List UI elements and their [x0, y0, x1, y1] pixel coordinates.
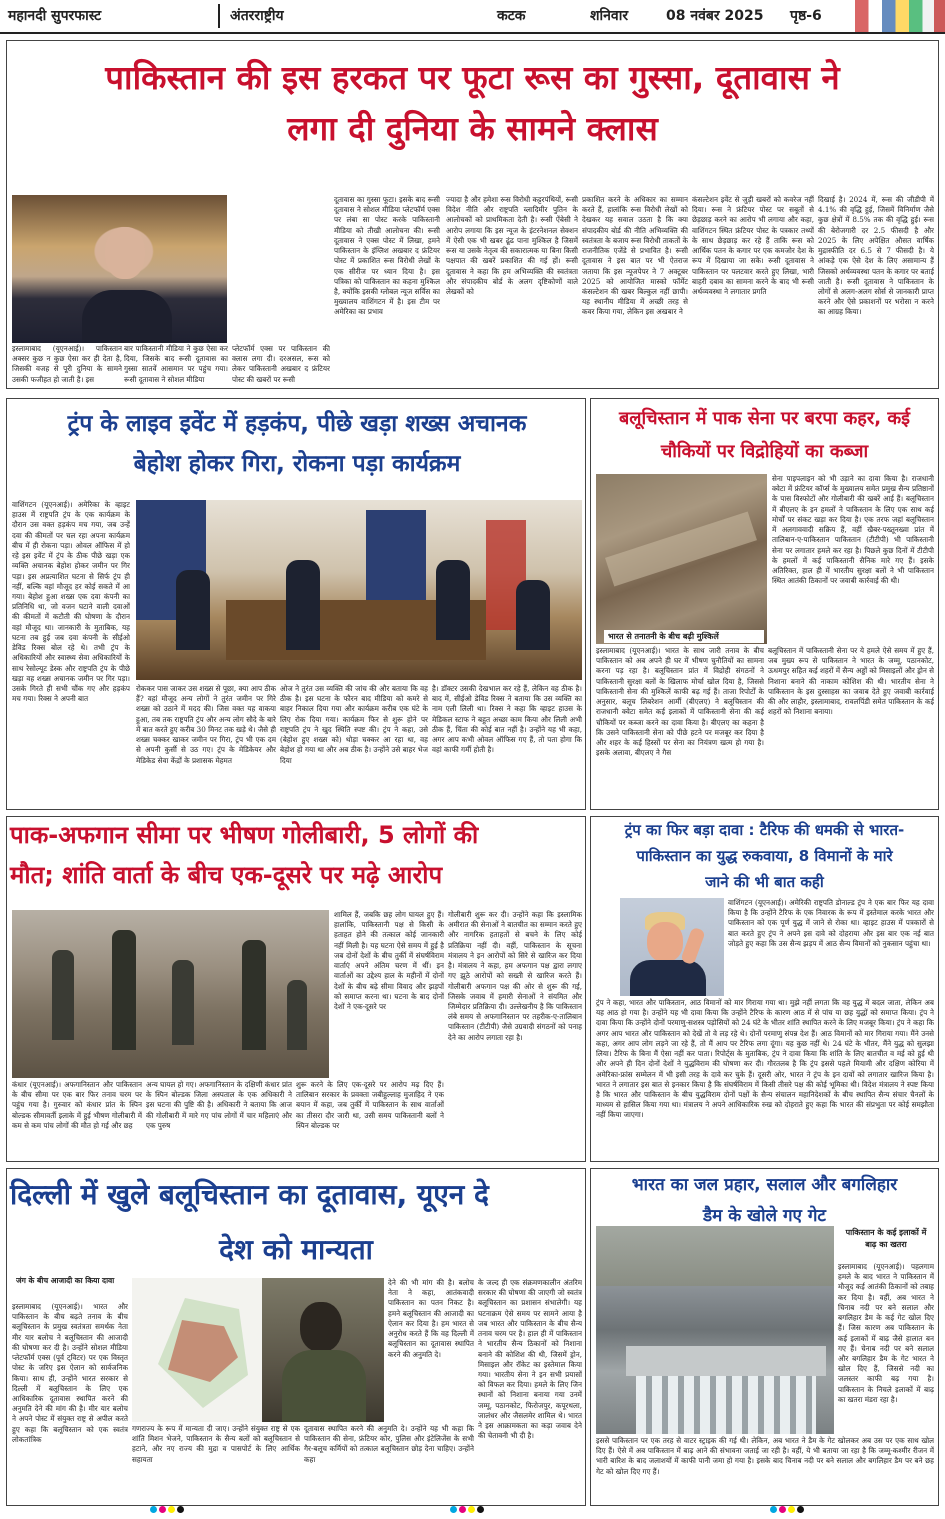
story-pak-afghan-col: शुरू करने के लिए एक-दूसरे पर आरोप मढ़ दिए हैं। तालिबान सरकार के प्रवक्ता जबीहुल्लाह मुजाहिद ने एक बयान में कहा, जब तुर्की में पाकिस्तान के साथ वार्ताओं का तीसरा दौर जारी था, उसी समय पाकिस्तानी बलों ने स्पिन बोल्डक पर [296, 1080, 444, 1130]
story-trump-claim-col: ट्रंप ने कहा, भारत और पाकिस्तान, आठ विमानों को मार गिराया गया था। मुझे नहीं लगता कि वह युद्ध में बदल जाता, लेकिन अब यह आठ हो गया है। उन्होंने यह भी दावा किया कि उन्होंने टैरिफ के कारण आठ में से पांच या छह युद्धों को समाप्त किया। ट्रंप ने दावा किया कि उन्होंने दोनों परमाणु-सशस्त्र पड़ोसियों को 24 घंटे के भीतर शांति स्थापित करने के लिए मजबूर किया। ट्रंप ने कहा कि अगर आप भारत और पाकिस्तान को देखें तो वे लड़ रहे थे। दोनों परमाणु संपन्न देश हैं। आठ विमानों को मार गिराया गया। मैंने उनसे कहा, अगर आप लोग लड़ने जा रहे हैं, तो मैं आप पर टैरिफ लगा दूंगा। यह कुछ नहीं थे। 24 घंटे के भीतर, मैंने युद्ध को सुलझा लिया। टैरिफ के बिना मैं ऐसा नहीं कर पाता। रिपोर्ट्स के मुताबिक, ट्रंप ने दावा किया कि शांति के लिए बातचीत व मई को हुई थी और अपने ही दिन दोनों देशों ने युद्धविराम की घोषणा कर दी। गौरतलब है कि ट्रंप इससे पहले मियामी और दक्षिण कोरिया में अमेरिका-फ्रांस सम्मेलन में भी इसी तरह के दावे कर चुके हैं। दूसरी ओर, भारत ने ट्रंप के इन दावों को लगातार खारिज किया है। भारत ने लगातार इस बात से इनकार किया है कि संघर्षविराम में किसी तीसरे पक्ष की कोई भूमिका थी। विदेश मंत्रालय ने स्पष्ट किया है कि भारत और पाकिस्तान के बीच युद्धविराम दोनों पक्षों के सैन्य संचालन महानिदेशकों के बीच स्थापित सैन्य संचार चैनलों के माध्यम से हासिल किया गया था। मंत्रालय ने अपने आधिकारिक रुख को दोहराते हुए कहा कि भारत की संप्रभुता पर कोई समझौता नहीं किया जाएगा। [596, 998, 934, 1120]
story-balochistan-headline [596, 402, 933, 469]
headline-line: चौकियों पर विद्रोहियों का कब्जा [660, 441, 869, 463]
story-balochistan-col: बलूचिस्तान में पाकिस्तानी सेना पर ये हमले ऐसे समय में हुए हैं, जब मुख्य रूप से पाकिस्तान ने भारत के जम्मू, पठानकोट, ऊधमपुर सहित कई शहरों में सैन्य अड्डों को मिसाइलों और ड्रोन से निशाना बनाने की नाकाम कोशिश की थी। भारतीय सेना ने पाकिस्तान के इस दुस्साहस का जवाब देते हुए जवाबी कार्रवाई की और लाहौर, इस्लामाबाद, रावलपिंडी समेत पाकिस्तान के कई शहरों को निशाना बनाया। [768, 646, 934, 717]
story-russia-col: बार पाकिस्तानी मीडिया ने कुछ ऐसा कर दिया, जिसके बाद रूसी दूतावास का गुस्सा सातवें आसमान पर पहुंच गया। रूसी दूतावास ने सोशल मीडिया [124, 344, 228, 384]
putin-photo [12, 195, 227, 343]
headline-line: बेहोश होकर गिरा, रोकना पड़ा कार्यक्रम [133, 451, 461, 478]
story-russia-col: प्लेटफॉर्म एक्स पर पाकिस्तान की क्लास लगा दी। दरअसल, रूस को लेकर पाकिस्तानी अखबार द फ्रंटियर पोस्ट की खबरों पर रूसी [232, 344, 330, 384]
dam-photo-caption: पाकिस्तान के कई इलाकों में बाढ़ का खतरा [838, 1226, 934, 1252]
story-balochistan-col: सेना पाइपलाइन को भी उड़ाने का दावा किया है। राजधानी क्वेटा में फ्रंटियर कॉर्प्स के मुख्यालय समेत प्रमुख सैन्य प्रतिष्ठानों के पास विस्फोटों और गोलीबारी की खबरें आई हैं। बलूचिस्तान में बीएलए के इन हमलों ने पाकिस्तान के लिए एक साथ कई मोर्चों पर संकट खड़ा कर दिया है। एक तरफ जहां बलूचिस्तान में अलगाववादी सक्रिय हैं, वहीं खैबर-पख्तूनख्वा प्रांत में तालिबान-ए-पाकिस्तान पाकिस्तान (टीटीपी) भी पाकिस्तानी सेना पर लगातार हमले कर रहा है। पिछले कुछ दिनों में टीटीपी के हमलों में कई पाकिस्तानी सैनिक मारे गए हैं। इसके अतिरिक्त, हाल ही में भारतीय सुरक्षा बलों ने भी पाकिस्तान स्थित आतंकी ठिकानों पर जवाबी कार्रवाई की थी। [772, 474, 934, 586]
story-russia-col: कंसल्टेशन इवेंट से जुड़ी खबरों को कवरेज नहीं दिया। रूस ने फ्रंटियर पोस्ट पर सबूतों से छेड़छाड़ करने का आरोप भी लगाया और कहा, वाशिंगटन स्थित फ्रंटियर पोस्ट के पत्रकार तथ्यों के साथ छेड़छाड़ कर रहे हैं ताकि रूस को आर्थिक पतन के कगार पर एक कमजोर देश के रूप में दिखाया जा सके। रूसी दूतावास ने पाकिस्तान पर पलटवार करते हुए लिखा, भारी बाहरी दबाव का सामना करने के बाद भी रूसी अर्थव्यवस्था ने लगातार प्रगति [692, 195, 814, 296]
headline-line: दिल्ली में खुले बलूचिस्तान का दूतावास, यूएन दे [10, 1178, 489, 1211]
story-pak-afghan-col: कंधार (यूएनआई)। अफगानिस्तान और पाकिस्तान के बीच सीमा पर एक बार फिर तनाव चरम पर पहुंच गया है। गुरुवार को कंधार प्रांत के स्पिन बोल्डक सीमावर्ती इलाके में हुई भीषण गोलीबारी में कम से कम पांच लोगों की मौत हो गई और छह [12, 1080, 142, 1130]
headline-line: जाने की भी बात कही [705, 872, 824, 891]
flags-strip [855, 0, 945, 32]
story-trump-event-col: ओज ने तुरंत उस व्यक्ति की जांच की और बताया कि वह ठीक है। इस घटना के फौरन बाद मीडिया को कमरे से बाहर निकाल दिया गया और कार्यक्रम करीब एक घंटे के लिए रोक दिया गया। कार्यक्रम फिर से शुरू होने पर राष्ट्रपति ट्रंप ने खुद स्थिति स्पष्ट की। ट्रंप ने कहा, उसे (बेहोश हुए शख्स को) थोड़ा चक्कर आ रहा था, वह बेहोश हो गया था और अब ठीक है। उन्होंने उसे बाहर भेज दिया [280, 684, 428, 765]
dam-photo [596, 1226, 834, 1434]
page-number: पृष्ठ-6 [790, 8, 822, 24]
balochistan-map-photo [132, 1278, 384, 1422]
story-russia-col: प्रकाशित करने के अधिकार का सम्मान करते हैं, हालांकि रूस विरोधी लेखों को देखकर यह सवाल उठता है कि क्या संपादकीय बोर्ड की नीति अभिव्यक्ति की स्वतंत्रता के बजाय रूस विरोधी ताकतों के राजनीतिक एजेंडे से प्रभावित है। रूसी दूतावास ने इस बात पर भी ऐतराज जताया कि इस न्यूजपेपर ने 7 अक्टूबर 2025 को आयोजित मास्को फॉर्मेट कंसल्टेशन की खबर बिल्कुल नहीं छापी। यह स्थानीय मीडिया में अच्छी तरह से कवर किया गया, लेकिन इस अखबार ने [582, 195, 688, 317]
headline-line: पाकिस्तान की इस हरकत पर फूटा रूस का गुस्सा, दूतावास ने [105, 58, 840, 97]
mountain-photo [596, 474, 767, 644]
balochistan-photo-caption: भारत से तनातनी के बीच बढ़ी मुश्किलें [604, 630, 764, 643]
city: कटक [497, 8, 526, 24]
story-trump-claim-col: वाशिंगटन (यूएनआई)। अमेरिकी राष्ट्रपति डोनाल्ड ट्रंप ने एक बार फिर यह दावा किया है कि उन्होंने टैरिफ के एक निवारक के रूप में इस्तेमाल करके भारत और पाकिस्तान को एक पूर्ण युद्ध में जाने से रोका था। व्हाइट हाउस में पत्रकारों से बात करते हुए ट्रंप ने अपने इस दावे को दोहराया और इस बार एक नई बात जोड़ते हुए कहा कि उस सैन्य झड़प में आठ सैन्य विमानों को नुकसान पहुंचा था। [728, 898, 934, 948]
registration-marks [150, 1506, 184, 1513]
story-russia-col: ज्यादा है और हमेशा रूस विरोधी कट्टरपंथियों, रूसी विदेश नीति और राष्ट्रपति व्लादिमीर पुतिन के आलोचकों को प्राथमिकता देती है। रूसी ऐंबेसी ने आरोप लगाया कि इस न्यूज के इंटरनेशनल सेक्शन में ऐसी एक भी खबर ढूंढ पाना मुश्किल है जिसमें रूस या उसके नेतृत्व की सकारात्मक या बिना किसी पक्षपात की खबरें प्रकाशित की गई हों। रूसी दूतावास ने कहा कि हम अभिव्यक्ति की स्वतंत्रता और संपादकीय बोर्ड के अलग दृष्टिकोणों वाले लेखकों को [446, 195, 578, 296]
story-pak-afghan-col: शामिल हैं, जबकि छह लोग घायल हुए हैं। हालांकि, पाकिस्तानी पक्ष से किसी के हताहत होने की तत्काल कोई जानकारी नहीं मिली है। यह घटना ऐसे समय में हुई है जब दोनों देशों के बीच तुर्की में संघर्षविराम वार्ताएं अपने अंतिम चरण में थीं। इन वार्ताओं का उद्देश्य हाल के महीनों में दोनों देशों के बीच बढ़े सीमा विवाद और झड़पों को समाप्त करना था। घटना के बाद दोनों देशों ने एक-दूसरे पर [334, 910, 444, 1011]
headline-line: बलूचिस्तान में पाक सेना पर बरपा कहर, कई [618, 408, 910, 429]
headline-line: देश को मान्यता [219, 1232, 373, 1266]
trump-photo [620, 898, 724, 996]
story-embassy-col: गणराज्य के रूप में मान्यता दी जाए। उन्होंने संयुक्त राष्ट्र से एक शांति मिशन भेजने, पाकिस्तान के सैन्य बलों को बलूचिस्तान से हटाने, और नए राज्य की मुद्रा व पासपोर्ट के लिए आर्थिक सहायता [132, 1424, 300, 1464]
soldiers-photo [12, 910, 329, 1078]
registration-marks [770, 1506, 804, 1513]
story-dam-col: इससे पाकिस्तान पर एक तरह से वाटर स्ट्राइक की गई थी। लेकिन, अब भारत ने डैम के गेट खोलकर अब उस पर एक साथ खोल दिए हैं। ऐसे में अब पाकिस्तान में बाढ़ आने की संभावना जताई जा रही है। वहीं, ये भी बताया जा रहा है कि जम्मू-कश्मीर रीजन में भारी बारिश के बाद जलाशयों में काफी पानी जमा हो गया है। इसके बाद चिनाब नदी पर बने सलाल और बगलिहार डैम पर बने छह गेट को खोल दिए गए हैं। [596, 1436, 934, 1476]
day: शनिवार [590, 8, 629, 24]
story-pak-afghan-col: गोलीबारी शुरू कर दी। उन्होंने कहा कि इस्लामिक अमीरात की सेनाओं ने बातचीत का सम्मान करते हुए और नागरिक हताहतों से बचने के लिए कोई प्रतिक्रिया नहीं दी। वहीं, पाकिस्तान के सूचना मंत्रालय ने इन आरोपों को सिरे से खारिज कर दिया है। मंत्रालय ने कहा, हम अफगान पक्ष द्वारा लगाए गए झूठे आरोपों को सख्ती से खारिज करते हैं। गोलीबारी अफगान पक्ष की ओर से शुरू की गई, जिसके जवाब में हमारी सेनाओं ने संयमित और जिम्मेदार प्रतिक्रिया दी। उल्लेखनीय है कि पाकिस्तान लंबे समय से अफगानिस्तान पर तहरीक-ए-तालिबान पाकिस्तान (टीटीपी) जैसे उग्रवादी संगठनों को पनाह देने का आरोप लगाता रहा है। [448, 910, 582, 1042]
story-russia-dateline: इस्लामाबाद (यूएनआई)। पाकिस्तान अक्सर कुछ न कुछ ऐसा कर ही देता है, जिसकी वजह से पूरी दुनिया के सामने उसकी फजीहत हो जाती है। इस [12, 344, 122, 384]
oval-office-photo [136, 500, 582, 680]
story-embassy-subhead: जंग के बीच आजादी का किया दावा [16, 1276, 115, 1285]
headline-line: पाकिस्तान का युद्ध रुकवाया, 8 विमानों के मारे [636, 846, 893, 865]
headline-line: लगा दी दुनिया के सामने क्लास [287, 109, 658, 149]
story-trump-event-headline [12, 404, 582, 485]
story-embassy-headline [10, 1168, 582, 1277]
story-dam-col: इस्लामाबाद (यूएनआई)। पहलगाम हमले के बाद भारत ने पाकिस्तान में मौजूद कई आतंकी ठिकानों को तबाह कर दिया है। वहीं, अब भारत ने चिनाब नदी पर बने सलाल और बगलिहार डैम के कई गेट खोल दिए हैं। जिस कारण अब पाकिस्तान के कई इलाकों में बाढ़ जैसे हालात बन गए हैं। चेनाब नदी पर बने सलाल और बगलिहार डैम के गेट भारत ने खोल दिए हैं, जिससे नदी का जलस्तर काफी बढ़ गया है। पाकिस्तान के निचले इलाकों में बाढ़ का खतरा मंडरा रहा है। [838, 1262, 934, 1404]
story-trump-event-col: है। डॉक्टर उसकी देखभाल कर रहे हैं, लेकिन वह ठीक है। बाद में, सीईओ डेविड रिक्स ने बताया कि उस व्यक्ति का नाम एली लिली था। रिक्स ने कहा कि व्हाइट हाउस के मेडिकल स्टाफ ने बहुत अच्छा काम किया और लिली अभी ठीक हैं, चिंता की कोई बात नहीं है। उन्होंने यह भी कहा, अगर आप कभी ओवल ऑफिस गए हैं, तो पता होगा कि वहां काफी गर्मी होती है। [432, 684, 582, 755]
story-balochistan-col: इस्लामाबाद (यूएनआई)। भारत के साथ जारी तनाव के बीच पाकिस्तान को अब अपने ही घर में भीषण चुनौतियों का सामना करना पड़ रहा है। बलूचिस्तान प्रांत में विद्रोही संगठनों ने पाकिस्तानी सुरक्षा बलों के खिलाफ मोर्चा खोल दिया है, जिससे पाकिस्तानी सेना की मुश्किलें काफी बढ़ गई हैं। ताजा रिपोर्टों के अनुसार, बलूच लिबरेशन आर्मी (बीएलए) ने बलूचिस्तान की राजधानी क्वेटा समेत कई इलाकों में पाकिस्तानी सेना की कई चौकियों पर कब्जा करने का दावा किया है। बीएलए का कहना है कि उसने पाकिस्तानी सेना को पीछे हटने पर मजबूर कर दिया है और शहर के कई हिस्सों पर सेना का नियंत्रण खत्म हो गया है। इसके अलावा, बीएलए ने गैस [596, 646, 764, 758]
story-pak-afghan-col: अन्य घायल हो गए। अफगानिस्तान के दक्षिणी कंधार प्रांत के स्पिन बोल्डक जिला अस्पताल के एक अधिकारी ने इस घटना की पुष्टि की है। अधिकारी ने बताया कि आज की गोलीबारी में मारे गए पांच लोगों में चार महिलाएं और एक पुरुष [146, 1080, 292, 1130]
section-name: अंतरराष्ट्रीय [230, 8, 284, 24]
registration-marks [450, 1506, 484, 1513]
story-dam-headline [594, 1170, 935, 1233]
story-embassy-col: दूतावास स्थापित करने की अनुमति दे। उन्होंने यह भी कहा कि पाकिस्तान की सेना, फ्रंटियर कोर, पुलिस और इंटेलिजेंस के सभी गैर-बलूच कर्मियों को तत्काल बलूचिस्तान छोड़ देना चाहिए। उन्होंने कहा [304, 1424, 474, 1464]
masthead [0, 0, 945, 34]
newspaper-name: महानदी सुपरफास्ट [8, 8, 102, 24]
story-russia-headline [14, 52, 931, 154]
story-trump-event-col: रोककर पास जाकर उस शख्स से पूछा, क्या आप ठीक हैं? वहां मौजूद अन्य लोगों ने तुरंत जमीन पर गिरे शख्स को उठाने में मदद की। जिस वक्त यह वाकया हुआ, तब तक राष्ट्रपति ट्रंप और अन्य लोग सौदे के बारे में बात करते हुए करीब 30 मिनट तक खड़े थे। जैसे ही शख्स चक्कर खाकर जमीन पर गिरा, ट्रंप भी एक दम से अपनी कुर्सी से उठ गए। ट्रंप के मेडिकेयर और मेडिकेड सेवा केंद्रों के प्रशासक मेहमत [136, 684, 276, 765]
story-embassy-col: देने की भी मांग की है। बलोच नेता ने कहा, आतंकवादी पाकिस्तान का पतन निकट है। हमने बलूचिस्तान की आजादी का ऐलान कर दिया है। हम भारत से अनुरोध करते हैं कि वह दिल्ली में बलूचिस्तान का दूतावास स्थापित करने की अनुमति दे। [388, 1278, 474, 1359]
headline-line: ट्रंप के लाइव इवेंट में हड़कंप, पीछे खड़ा शख्स अचानक [67, 411, 527, 437]
headline-line: पाक-अफगान सीमा पर भीषण गोलीबारी, 5 लोगों की [10, 821, 479, 849]
story-trump-claim-headline [594, 818, 935, 895]
story-embassy-col: इस्लामाबाद (यूएनआई)। भारत और पाकिस्तान के बीच बढ़ते तनाव के बीच बलूचिस्तान के प्रमुख स्वतंत्रता समर्थक नेता मीर यार बलोच ने बलूचिस्तान की आजादी की घोषणा कर दी है। उन्होंने सोशल मीडिया प्लेटफॉर्म एक्स (पूर्व ट्विटर) पर एक विस्तृत पोस्ट के जरिए इस ऐलान को सार्वजनिक किया। साथ ही, उन्होंने भारत सरकार से दिल्ली में बलूचिस्तान के लिए एक आधिकारिक दूतावास स्थापित करने की अनुमति देने की मांग की है। मीर यार बलोच ने अपने पोस्ट में संयुक्त राष्ट्र से अपील करते हुए कहा कि बलूचिस्तान को एक स्वतंत्र लोकतांत्रिक [12, 1302, 128, 1444]
date: 08 नवंबर 2025 [666, 8, 764, 24]
story-russia-col: दिखाई है। 2024 में, रूस की जीडीपी में 4.1% की वृद्धि हुई, जिसमें विनिर्माण जैसे कुछ क्षेत्रों में 8.5% तक की वृद्धि हुई। रूस की बेरोजगारी दर 2.5 फीसदी है और 2025 के लिए अपेक्षित औसत वार्षिक मुद्रास्फीति दर 6.5 से 7 फीसदी है। ये आंकड़े एक ऐसे देश के लिए असामान्य हैं जिसको अर्थव्यवस्था पतन के कगार पर बताई जाती है। रूसी दूतावास ने पाकिस्तान के लोगों से अलग-अलग सोर्स से जानकारी प्राप्त करने और ऐसे प्रकाशनों पर भरोसा न करने का आग्रह किया। [818, 195, 934, 317]
masthead-divider [218, 4, 220, 28]
story-russia-col: दूतावास का गुस्सा फूटा। इसके बाद रूसी दूतावास ने सोशल मीडिया प्लेटफॉर्म एक्स पर लंबा सा पोस्ट करके पाकिस्तानी मीडिया को तीखी आलोचना की। रूसी दूतावास ने एक्स पोस्ट में लिखा, हमने पाकिस्तान के इंग्लिश अखबार द फ्रंटियर पोस्ट में प्रकाशित रूस विरोधी लेखों के एक सीरीज पर ध्यान दिया है। इस पत्रिका को पाकिस्तान का कहना मुश्किल है, क्योंकि इसकी ग्लोबल न्यूज सर्विस का मुख्यालय वाशिंगटन में है। इस टीम पर अमेरिका का प्रभाव [334, 195, 440, 317]
headline-line: मौत; शांति वार्ता के बीच एक-दूसरे पर मढ़े आरोप [10, 860, 443, 889]
headline-line: ट्रंप का फिर बड़ा दावा : टैरिफ की धमकी से भारत- [624, 821, 905, 839]
story-embassy-col: के जल्द ही एक संक्रमणकालीन अंतरिम सरकार की घोषणा की जाएगी जो स्वतंत्र बलूचिस्तान का प्रशासन संभालेगी। यह घटनाक्रम ऐसे समय पर सामने आया है जब भारत और पाकिस्तान के बीच सैन्य तनाव चरम पर है। हाल ही में पाकिस्तान ने भारतीय सैन्य ठिकानों को निशाना बनाने की कोशिश की थी, जिसमें ड्रोन, मिसाइल और रॉकेट का इस्तेमाल किया गया। भारतीय सेना ने इन सभी प्रयासों को विफल कर दिया। हमले के लिए जिन स्थानों को निशाना बनाया गया उनमें जम्मू, पठानकोट, फिरोजपुर, कपूरथला, जालंधर और जैसलमेर शामिल थे। भारत ने इस आक्रामकता का कड़ा जवाब देने की चेतावनी भी दी है। [478, 1278, 582, 1441]
headline-line: डैम के खोले गए गेट [703, 1206, 826, 1227]
story-pak-afghan-headline [10, 816, 582, 895]
headline-line: भारत का जल प्रहार, सलाल और बगलिहार [631, 1175, 898, 1195]
story-trump-event-col: वाशिंगटन (यूएनआई)। अमेरिका के व्हाइट हाउस में राष्ट्रपति ट्रंप के एक कार्यक्रम के दौरान उस वक्त हड़कंप मच गया, जब उन्हें दवा की कीमतों पर चल रहा अपना कार्यक्रम बीच में ही रोकना पड़ा। ओवल ऑफिस में हो रहे इस इवेंट में ट्रंप के ठीक पीछे खड़ा एक व्यक्ति अचानक बेहोश होकर जमीन पर गिर पड़ा। इस अप्रत्याशित घटना से सिर्फ ट्रंप ही नहीं, बल्कि वहां मौजूद हर कोई सकते में आ गया। बेहोश हुआ शख्स एक दवा कंपनी का प्रतिनिधि था, जो वजन घटाने वाली दवाओं की कीमतों में कटौती की घोषणा के दौरान वहां मौजूद था। जानकारी के मुताबिक, यह घटना तब हुई जब दवा कंपनी के सीईओ डेविड रिक्स बोल रहे थे। तभी ट्रंप के अधिकारियों और स्वास्थ्य सेवा अधिकारियों के साथ रेसोल्यूट डेस्क और राष्ट्रपति ट्रंप के पीछे खड़ा वह शख्स अचानक जमीन पर गिर पड़ा। उसके गिरते ही सभी चौंक गए और हड़कंप मच गया। रिक्स ने अपनी बात [12, 500, 130, 704]
